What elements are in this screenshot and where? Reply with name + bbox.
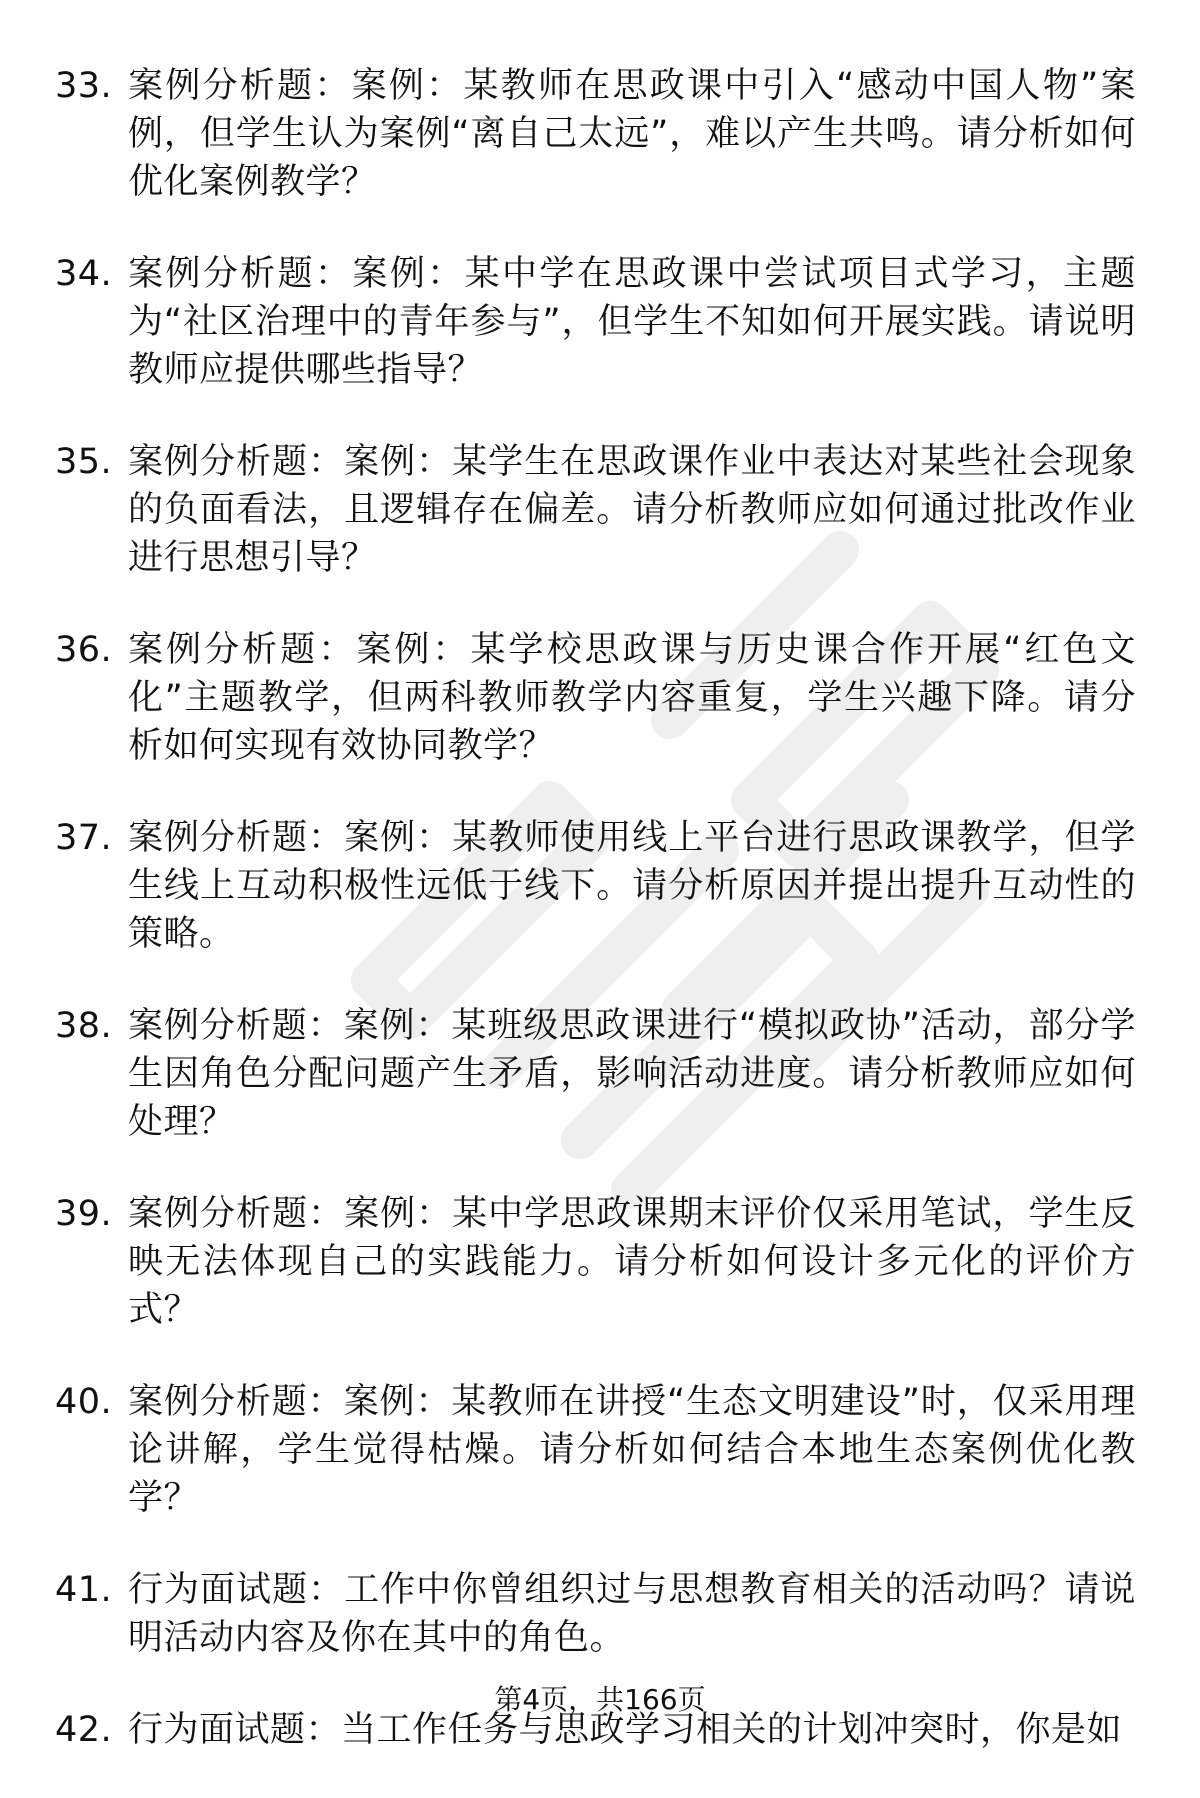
- question-text: 案例分析题：案例：某中学在思政课中尝试项目式学习，主题为“社区治理中的青年参与”，但学生不知如何开展实践。请说明教师应提供哪些指导？: [128, 254, 1136, 390]
- question-number: 33.: [55, 66, 113, 106]
- question-number: 41.: [55, 1570, 113, 1610]
- question-number: 38.: [55, 1006, 113, 1046]
- question-item: [0, 814, 1200, 958]
- question-item: [0, 626, 1200, 770]
- question-list: [0, 62, 1200, 1798]
- question-item: [0, 1002, 1200, 1146]
- question-item: [0, 1566, 1200, 1662]
- question-text: 案例分析题：案例：某班级思政课进行“模拟政协”活动，部分学生因角色分配问题产生矛盾，影响活动进度。请分析教师应如何处理？: [128, 1006, 1136, 1142]
- question-number: 35.: [55, 442, 113, 482]
- page-number-footer: 第4页，共166页: [494, 1683, 706, 1716]
- question-number: 42.: [55, 1710, 113, 1750]
- question-text: 案例分析题：案例：某学生在思政课作业中表达对某些社会现象的负面看法，且逻辑存在偏差。请分析教师应如何通过批改作业进行思想引导？: [128, 442, 1136, 578]
- question-number: 37.: [55, 818, 113, 858]
- question-number: 39.: [55, 1194, 113, 1234]
- question-item: [0, 62, 1200, 206]
- question-text: 行为面试题：当工作任务与思政学习相关的计划冲突时，你是如: [128, 1710, 1123, 1750]
- question-text: 案例分析题：案例：某教师使用线上平台进行思政课教学，但学生线上互动积极性远低于线下。请分析原因并提出提升互动性的策略。: [128, 818, 1136, 954]
- question-text: 行为面试题：工作中你曾组织过与思想教育相关的活动吗？请说明活动内容及你在其中的角色。: [128, 1570, 1136, 1658]
- question-number: 36.: [55, 630, 113, 670]
- question-item: [0, 250, 1200, 394]
- question-number: 34.: [55, 254, 113, 294]
- question-number: 40.: [55, 1382, 113, 1422]
- question-text: 案例分析题：案例：某教师在讲授“生态文明建设”时，仅采用理论讲解，学生觉得枯燥。请分析如何结合本地生态案例优化教学？: [128, 1382, 1136, 1518]
- question-item: [0, 438, 1200, 582]
- question-item: [0, 1190, 1200, 1334]
- question-text: 案例分析题：案例：某中学思政课期末评价仅采用笔试，学生反映无法体现自己的实践能力。请分析如何设计多元化的评价方式？: [128, 1194, 1136, 1330]
- question-text: 案例分析题：案例：某教师在思政课中引入“感动中国人物”案例，但学生认为案例“离自己太远”，难以产生共鸣。请分析如何优化案例教学？: [128, 66, 1136, 202]
- question-item: [0, 1378, 1200, 1522]
- question-text: 案例分析题：案例：某学校思政课与历史课合作开展“红色文化”主题教学，但两科教师教学内容重复，学生兴趣下降。请分析如何实现有效协同教学？: [128, 630, 1136, 766]
